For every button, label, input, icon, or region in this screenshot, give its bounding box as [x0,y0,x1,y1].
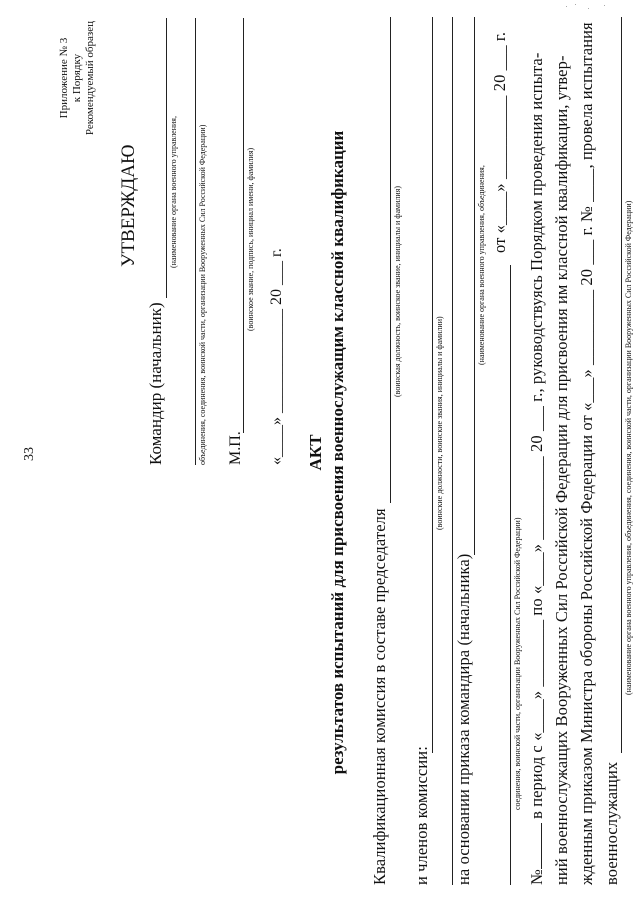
commander-caption-2: объединения, соединения, воинской части, организации Вооруженных Сил Российской Федерации) [198,124,207,465]
period-to: по «____» __________ [527,456,546,616]
document-subtitle: результатов испытаний для присвоения военнослужащим классной квалификации [328,130,347,775]
basis-caption: (наименование органа военного управления, объединения, [477,165,486,365]
members-line-1 [432,17,433,753]
basis-text: на основании приказа командира (начальника) [454,553,473,885]
order-line [510,265,511,885]
signature-line [243,18,244,433]
approve-heading: УТВЕРЖДАЮ [118,144,139,267]
appendix-line-2: к Порядку [71,53,83,103]
appendix-line-1: Приложение № 3 [58,37,70,119]
from-date: от «____» __________ 20 ___ г. [490,31,509,253]
body-line-2: ний военнослужащих Вооруженных Сил Российской Федерации для присвоения им классной квалификации, утвер- [552,55,571,885]
chair-line [390,17,391,503]
basis-line [474,17,475,555]
body-line-4: военнослужащих [602,761,621,885]
commander-label: Командир (начальник) [146,302,165,465]
signature-caption: (воинское звание, подпись, инициал имени, фамилия) [246,147,255,331]
number-sign: № [527,869,546,885]
commander-line [166,18,167,298]
commander-caption-1: (наименование органа военного управления, [169,116,178,268]
body-line-3: жденным приказом Министра обороны Российской Федерации от «___» _________ 20 ___ г. № ____, провела испытания [577,22,596,885]
members-text: и членов комиссии: [412,746,431,885]
appendix-line-3: Рекомендуемый образец [84,21,96,136]
page-number: 33 [22,447,37,461]
document-title: АКТ [306,434,325,471]
members-line-2 [452,17,453,885]
order-caption: соединения, воинской части, организации Вооруженных Сил Российской Федерации) [513,517,522,810]
commission-chair-text: Квалификационная комиссия в составе председателя [370,508,389,885]
servicemen-line [621,17,622,753]
period-line [527,53,547,885]
period-from: в период с «____» ________ [527,619,546,819]
members-caption: (воинские должности, воинские звания, инициалы и фамилии) [435,316,444,530]
approval-date: «____» _____________ 20 ___ г. [268,248,285,465]
servicemen-caption: (наименование органа военного управления, объединения, соединения, воинской части, организации Вооруженных Сил Российской Федерации) [624,200,633,695]
seal-label: М.П. [227,431,244,465]
appendix-note [58,21,97,135]
unit-line [195,18,196,465]
period-continuation: 20 ___ г., руководствуясь Порядком проведения испыта- [527,52,546,452]
chair-caption: (воинская должность, воинское звание, инициалы и фамилия) [393,186,402,397]
